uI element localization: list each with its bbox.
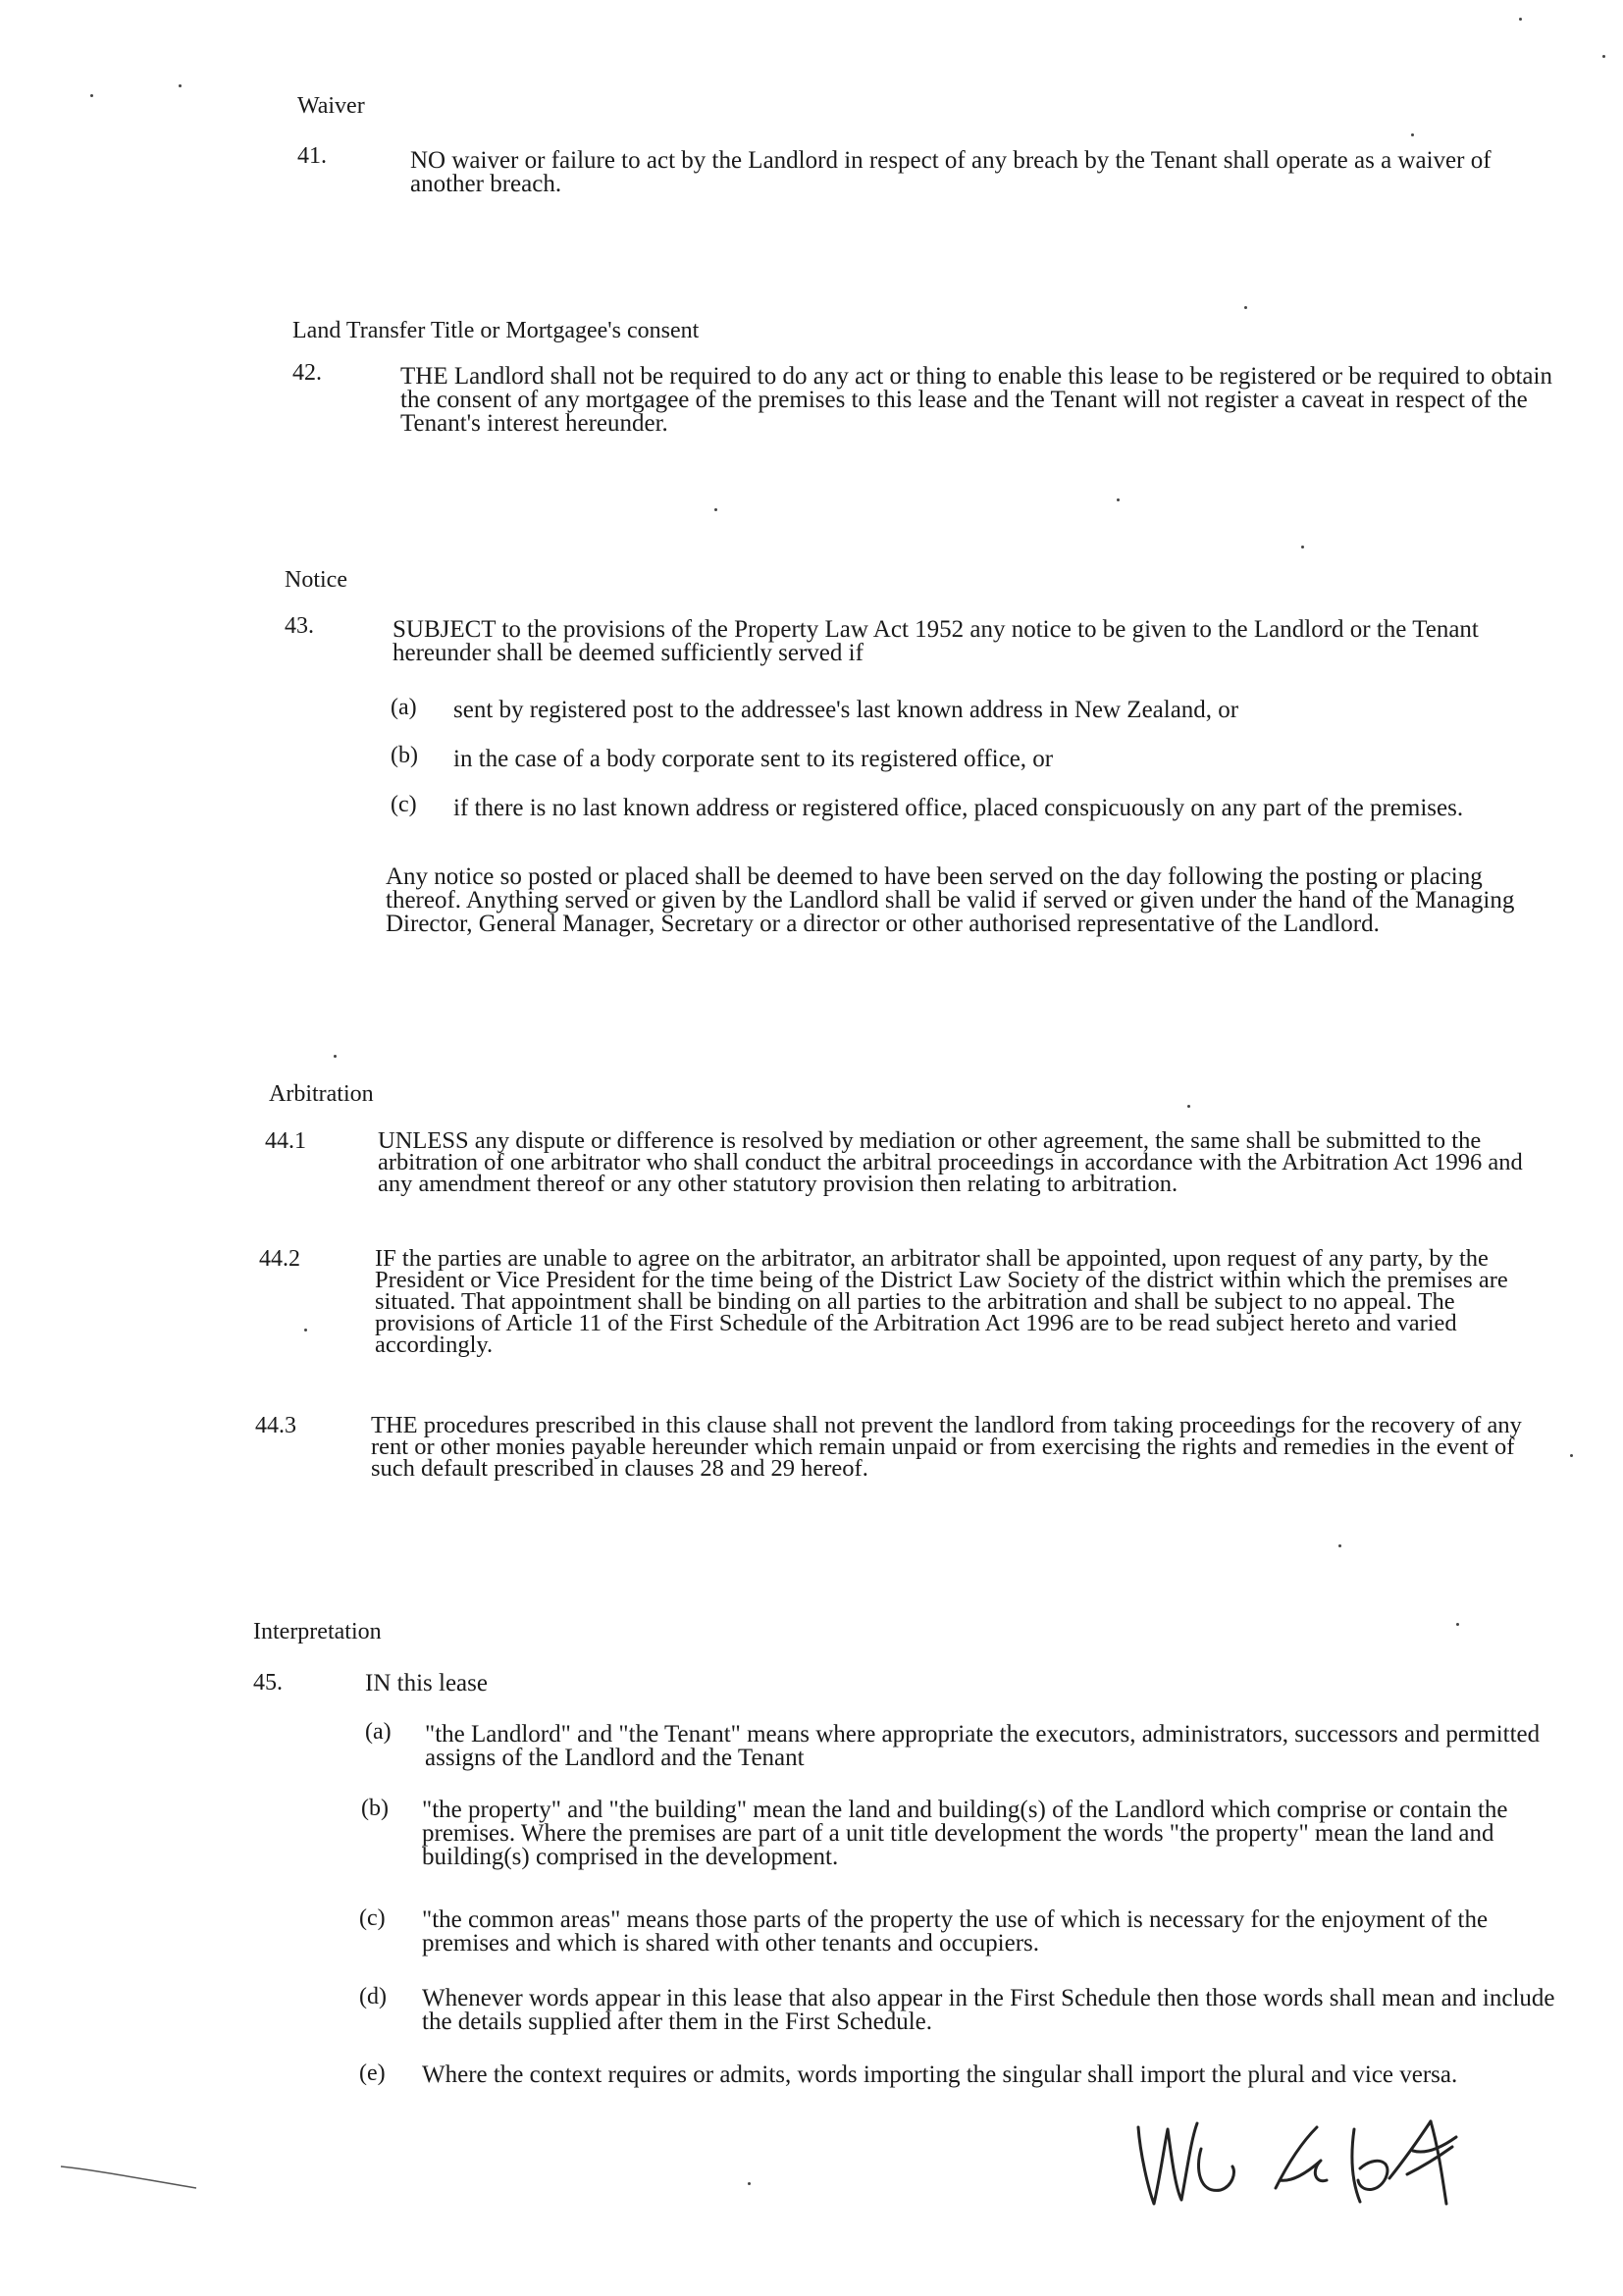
clause-text-44-2: IF the parties are unable to agree on the arbitrator, an arbitrator shall be appointed, upon request of any party, by the President or Vice President for the time being of the District Law Society of the district within which the premises are situated. That appointment shall be binding on all parties to the arbitration and shall be subject to no appeal. The provisions of Article 11 of the First Schedule of the Arbitration Act 1996 are to be read subject hereto and varied accordingly. (375, 1245, 1508, 1358)
clause-closing-43: Any notice so posted or placed shall be deemed to have been served on the day following the posting or placing thereof. Anything served or given by the Landlord shall be valid if served or given under the hand of the Managing Director, General Manager, Secretary or a director or other authorised representative of the Landlord. (386, 863, 1515, 937)
clause-text-42: THE Landlord shall not be required to do any act or thing to enable this lease to be registered or be required to obtain the consent of any mortgagee of the premises to this lease and the Tenant will not register a caveat in respect of the Tenant's interest hereunder. (400, 363, 1552, 437)
clause-number-41: 41. (297, 143, 327, 169)
section-heading-interpretation: Interpretation (253, 1619, 382, 1644)
item-text-43c: if there is no last known address or registered office, placed conspicuously on any part of the premises. (453, 795, 1464, 821)
section-heading-waiver: Waiver (297, 93, 365, 119)
clause-text-44-3: THE procedures prescribed in this clause shall not prevent the landlord from taking proceedings for the recovery of any rent or other monies payable hereunder which remain unpaid or from exercising the rights and remedies in the event of such default prescribed in clauses 28 and 29 hereof. (371, 1412, 1522, 1482)
clause-intro-45: IN this lease (365, 1670, 488, 1696)
scan-speck (714, 508, 717, 511)
scan-speck (1456, 1623, 1459, 1626)
scan-speck (1187, 1105, 1190, 1108)
clause-intro-43: SUBJECT to the provisions of the Property Law Act 1952 any notice to be given to the Landlord or the Tenant hereunder shall be deemed sufficiently served if (393, 616, 1479, 666)
clause-text-44-1: UNLESS any dispute or difference is resolved by mediation or other agreement, the same shall be submitted to the arbitration of one arbitrator who shall conduct the arbitral proceedings in accordance with the Arbitration Act 1996 and any amendment thereof or any other statutory provision then relating to arbitration. (378, 1127, 1523, 1197)
clause-number-42: 42. (292, 360, 322, 386)
scan-speck (334, 1055, 337, 1058)
item-text-45a: "the Landlord" and "the Tenant" means where appropriate the executors, administrators, successors and permitted assigns of the Landlord and the Tenant (425, 1721, 1541, 1771)
item-text-43b: in the case of a body corporate sent to its registered office, or (453, 746, 1054, 772)
item-label-43a: (a) (391, 695, 417, 720)
clause-number-43: 43. (285, 613, 314, 639)
scan-stroke-mark (59, 2159, 206, 2198)
scan-speck (1117, 498, 1120, 501)
item-label-43c: (c) (391, 792, 417, 817)
item-label-43b: (b) (391, 743, 418, 768)
scan-speck (748, 2182, 751, 2185)
scan-speck (1519, 18, 1522, 21)
handwritten-initials (1119, 2110, 1492, 2218)
item-text-45e: Where the context requires or admits, words importing the singular shall import the plural and vice versa. (422, 2061, 1458, 2088)
item-text-43a: sent by registered post to the addressee's last known address in New Zealand, or (453, 697, 1239, 723)
clause-number-45: 45. (253, 1670, 283, 1696)
item-text-45b: "the property" and "the building" mean the land and building(s) of the Landlord which comprise or contain the premises. Where the premises are part of a unit title development the words "the property" mean the land and building(s) comprised in the development. (422, 1797, 1508, 1870)
scan-speck (304, 1329, 307, 1331)
scan-speck (1570, 1454, 1573, 1457)
item-text-45c: "the common areas" means those parts of the property the use of which is necessary for the enjoyment of the premises and which is shared with other tenants and occupiers. (422, 1906, 1489, 1957)
section-heading-land-transfer: Land Transfer Title or Mortgagee's consent (292, 318, 700, 343)
scan-speck (90, 94, 93, 97)
clause-text-41: NO waiver or failure to act by the Landlord in respect of any breach by the Tenant shall operate as a waiver of another breach. (410, 147, 1492, 197)
item-label-45c: (c) (359, 1905, 386, 1931)
scan-speck (179, 84, 182, 87)
item-label-45a: (a) (365, 1719, 392, 1745)
scan-speck (1411, 133, 1414, 136)
clause-number-44-3: 44.3 (255, 1413, 296, 1438)
scan-speck (1602, 55, 1605, 58)
section-heading-arbitration: Arbitration (269, 1081, 374, 1107)
clause-number-44-2: 44.2 (259, 1246, 300, 1272)
scan-speck (1301, 546, 1304, 548)
scan-speck (1244, 306, 1247, 309)
item-label-45e: (e) (359, 2061, 386, 2086)
item-label-45d: (d) (359, 1984, 387, 2009)
clause-number-44-1: 44.1 (265, 1128, 306, 1154)
section-heading-notice: Notice (285, 567, 347, 593)
scan-speck (1338, 1544, 1341, 1547)
item-text-45d: Whenever words appear in this lease that also appear in the First Schedule then those words shall mean and include the details supplied after them in the First Schedule. (422, 1985, 1555, 2035)
item-label-45b: (b) (361, 1796, 389, 1821)
